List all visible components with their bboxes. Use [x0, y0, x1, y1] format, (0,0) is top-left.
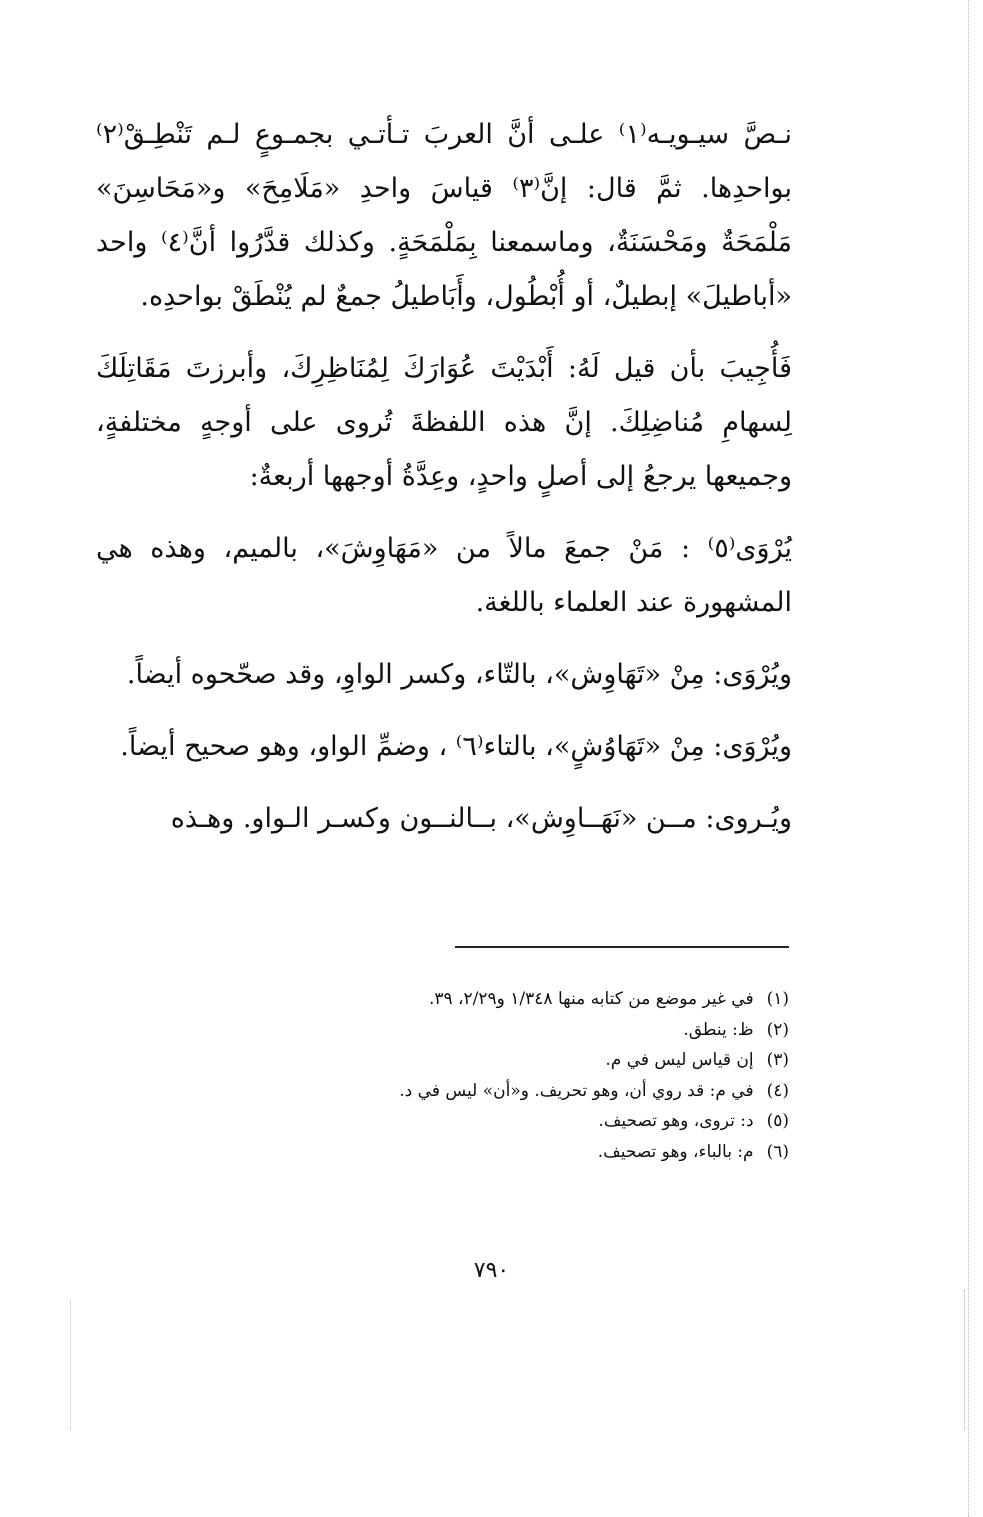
- footnote-6: [229, 1137, 789, 1168]
- paragraph-4: ويُرْوَى: مِنْ «تَهَاوِش»، بالتّاء، وكسر الواوِ، وقد صحّحوه أيضاً.: [126, 659, 792, 690]
- footnote-text: م: بالباء، وهو تصحيف.: [597, 1141, 754, 1162]
- footnote-text: إن قياس ليس في م.: [605, 1050, 754, 1070]
- paragraph-3: يُرْوَى⁽٥⁾ : مَنْ جمعَ مالاً من «مَهَاوِشَ»، بالميم، وهذه هي المشهورة عند العلماء باللغة.: [96, 533, 792, 618]
- footnote-number: (٣): [766, 1050, 789, 1070]
- paragraph-1: نـصَّ سيـويـه⁽١⁾ علـى أنَّ العربَ تـأتـي بجمـوعٍ لـم تَنْطِـقْ⁽٢⁾ بواحدِها. ثمَّ قال: إنَّ⁽٣⁾ قياسَ واحدِ «مَلَامِحَ» و«مَحَاسِنَ» مَلْمَحَةٌ ومَحْسَنَةٌ، وماسمعنا بِمَلْمَحَةٍ. وكذلك قدَّرُوا أنَّ⁽٤⁾ واحد «أباطيلَ» إبطيلٌ، أو أُبْطُول، وأَبَاطيلُ جمعٌ لم يُنْطَقْ بواحدِه.: [96, 119, 793, 312]
- scan-edge-line-lower: [964, 1290, 965, 1430]
- footnote-text: في غير موضع من كتابه منها ١/٣٤٨ و٢/٢٩، ٣٩.: [428, 989, 754, 1009]
- scan-edge-line: [968, 0, 969, 1517]
- footnote-separator: [455, 946, 789, 948]
- footnote-number: (٦): [766, 1141, 789, 1162]
- footnote-2: [229, 1015, 789, 1046]
- footnote-text: في م: قد روي أن، وهو تحريف. و«أن» ليس في د.: [399, 1080, 754, 1101]
- footnote-3: [229, 1045, 789, 1076]
- scan-noise: [70, 1300, 75, 1430]
- footnote-number: (١): [766, 989, 789, 1009]
- footnote-5: [229, 1106, 789, 1137]
- footnote-number: (٤): [766, 1080, 789, 1101]
- page-number: ٧٩٠: [473, 1258, 510, 1283]
- footnote-text: ظ: ينطق.: [683, 1019, 754, 1040]
- body-text: [96, 108, 792, 846]
- footnote-1: [229, 984, 789, 1015]
- paragraph-2: فَأُجِيبَ بأن قيل لَهُ: أَبْدَيْتَ عُوَارَكَ لِمُنَاظِرِكَ، وأبرزتَ مَقَاتِلَكَ لِسهامِ مُناضِلِكَ. إنَّ هذه اللفظةَ تُروى على أوجهٍ مختلفةٍ، وجميعها يرجعُ إلى أصلٍ واحدٍ، وعِدَّةُ أوجهها أربعةٌ:: [96, 353, 792, 492]
- footnotes: [229, 984, 789, 1167]
- paragraph-6: ويُـروى: مــن «نَهَــاوِش»، بــالنــون وكسـر الـواو. وهـذه: [170, 803, 792, 834]
- footnote-text: د: تروى، وهو تصحيف.: [598, 1111, 754, 1131]
- paragraph-5: ويُرْوَى: مِنْ «تَهَاوُشٍ»، بالتاء⁽٦⁾ ، وضمِّ الواو، وهو صحيح أيضاً.: [120, 731, 792, 762]
- footnote-4: [229, 1076, 789, 1107]
- footnote-number: (٥): [766, 1111, 789, 1131]
- footnote-number: (٢): [766, 1019, 789, 1040]
